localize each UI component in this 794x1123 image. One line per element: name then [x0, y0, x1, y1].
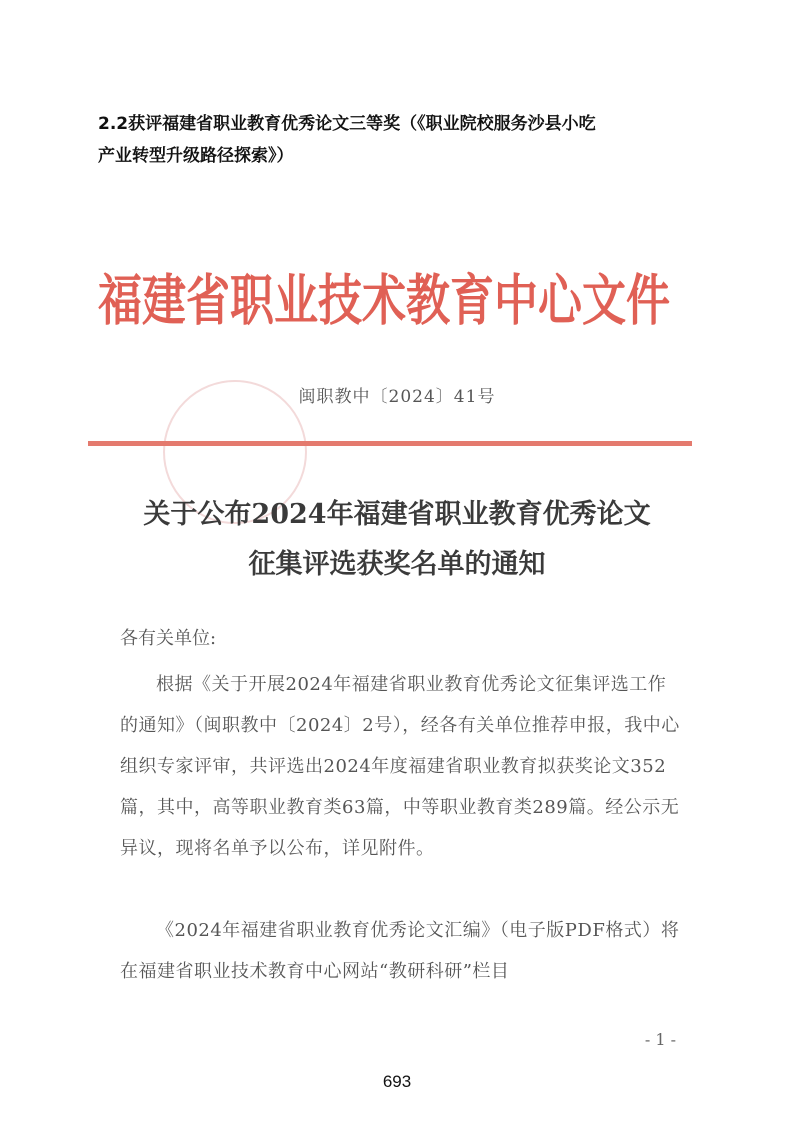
notice-title: [0, 490, 794, 590]
section-heading-line1: 2.2获评福建省职业教育优秀论文三等奖（《职业院校服务沙县小吃: [98, 114, 596, 134]
letterhead-title: 福建省职业技术教育中心文件: [98, 269, 670, 333]
salutation: 各有关单位:: [120, 628, 217, 649]
notice-title-line2: 征集评选获奖名单的通知: [248, 549, 546, 580]
section-heading: [98, 108, 658, 172]
notice-title-line1: 关于公布2024年福建省职业教育优秀论文: [143, 499, 651, 530]
document-page-marker: - 1 -: [644, 1030, 676, 1049]
red-divider-line: [88, 441, 692, 446]
page-number: 693: [382, 1072, 412, 1091]
document-number: 闽职教中〔2024〕41号: [298, 387, 496, 407]
body-paragraph-2: 《2024年福建省职业教育优秀论文汇编》（电子版PDF格式）将在福建省职业技术教育中心网站“教研科研”栏目: [120, 920, 680, 982]
section-heading-line2: 产业转型升级路径探索》）: [98, 146, 294, 166]
body-paragraph-1: 根据《关于开展2024年福建省职业教育优秀论文征集评选工作的通知》（闽职教中〔2024〕2号），经各有关单位推荐申报，我中心组织专家评审，共评选出2024年度福建省职业教育拟获奖论文352篇，其中，高等职业教育类63篇，中等职业教育类289篇。经公示无异议，现将名单予以公布，详见附件。: [120, 674, 680, 859]
